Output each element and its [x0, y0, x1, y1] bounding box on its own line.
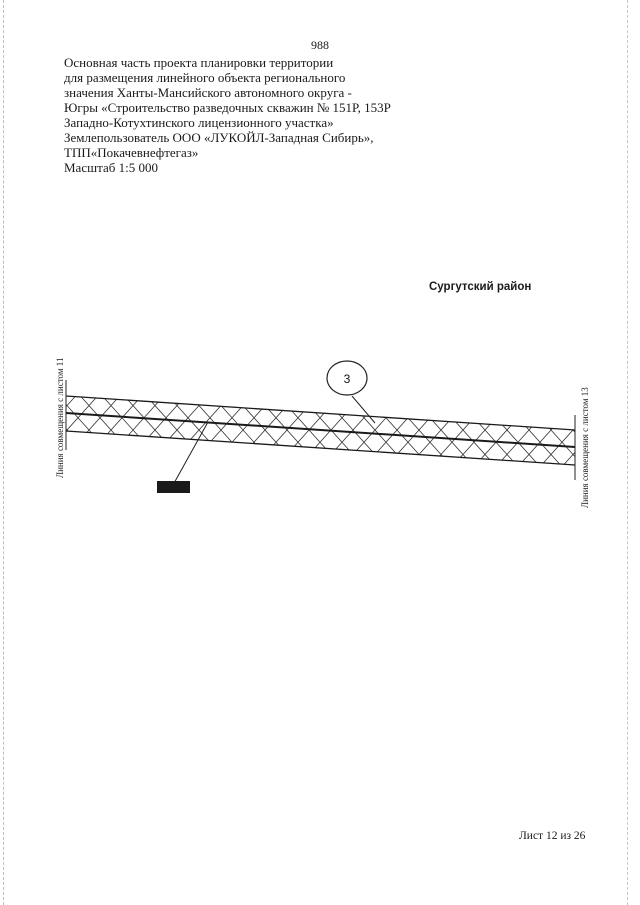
hatch-line [0, 380, 90, 480]
scale-line: Масштаб 1:5 000 [64, 160, 158, 175]
title-line: Землепользователь ООО «ЛУКОЙЛ-Западная Сибирь», [64, 130, 374, 145]
sheet-number: Лист 12 из 26 [519, 830, 586, 842]
hatch-line [418, 380, 508, 480]
title-line: для размещения линейного объекта регионального [64, 70, 346, 85]
hatch-line [616, 380, 640, 480]
hatch-line [616, 380, 640, 480]
hatch-line [594, 380, 640, 480]
hatch-line [132, 380, 222, 480]
hatch-line [110, 380, 200, 480]
right-match-label: Линия совмещения с листом 13 [580, 387, 590, 508]
hatch-line [550, 380, 640, 480]
title-line: Основная часть проекта планировки территории [64, 55, 334, 70]
hatch-line [440, 380, 530, 480]
corridor-bottom-boundary [66, 431, 575, 465]
callout-leader [352, 396, 375, 423]
hatch-line [484, 380, 574, 480]
hatch-line [396, 380, 486, 480]
hatch-line [198, 380, 288, 480]
hatch-line [154, 380, 244, 480]
hatch-line [462, 380, 552, 480]
title-line: ТПП«Покачевнефтегаз» [64, 145, 199, 160]
hatch-line [66, 380, 156, 480]
page-number: 988 [311, 38, 329, 52]
parcel-label-box [157, 481, 190, 493]
hatch-line [594, 380, 640, 480]
callout-number: 3 [343, 372, 351, 386]
hatch-line [0, 380, 90, 480]
hatch-line [88, 380, 178, 480]
hatch-line [176, 380, 266, 480]
district-label: Сургутский район [429, 281, 532, 293]
hatch-line [352, 380, 442, 480]
left-match-label: Линия совмещения с листом 11 [55, 357, 65, 478]
hatch-line [220, 380, 310, 480]
hatch-line [374, 380, 464, 480]
hatch-line [22, 380, 112, 480]
hatch-line [550, 380, 640, 480]
title-line: Западно-Котухтинского лицензионного участка» [64, 115, 334, 130]
title-line: значения Ханты-Мансийского автономного округа - [64, 85, 352, 100]
corridor-top-boundary [66, 396, 575, 430]
title-line: Югры «Строительство разведочных скважин № 151Р, 153Р [64, 100, 391, 115]
